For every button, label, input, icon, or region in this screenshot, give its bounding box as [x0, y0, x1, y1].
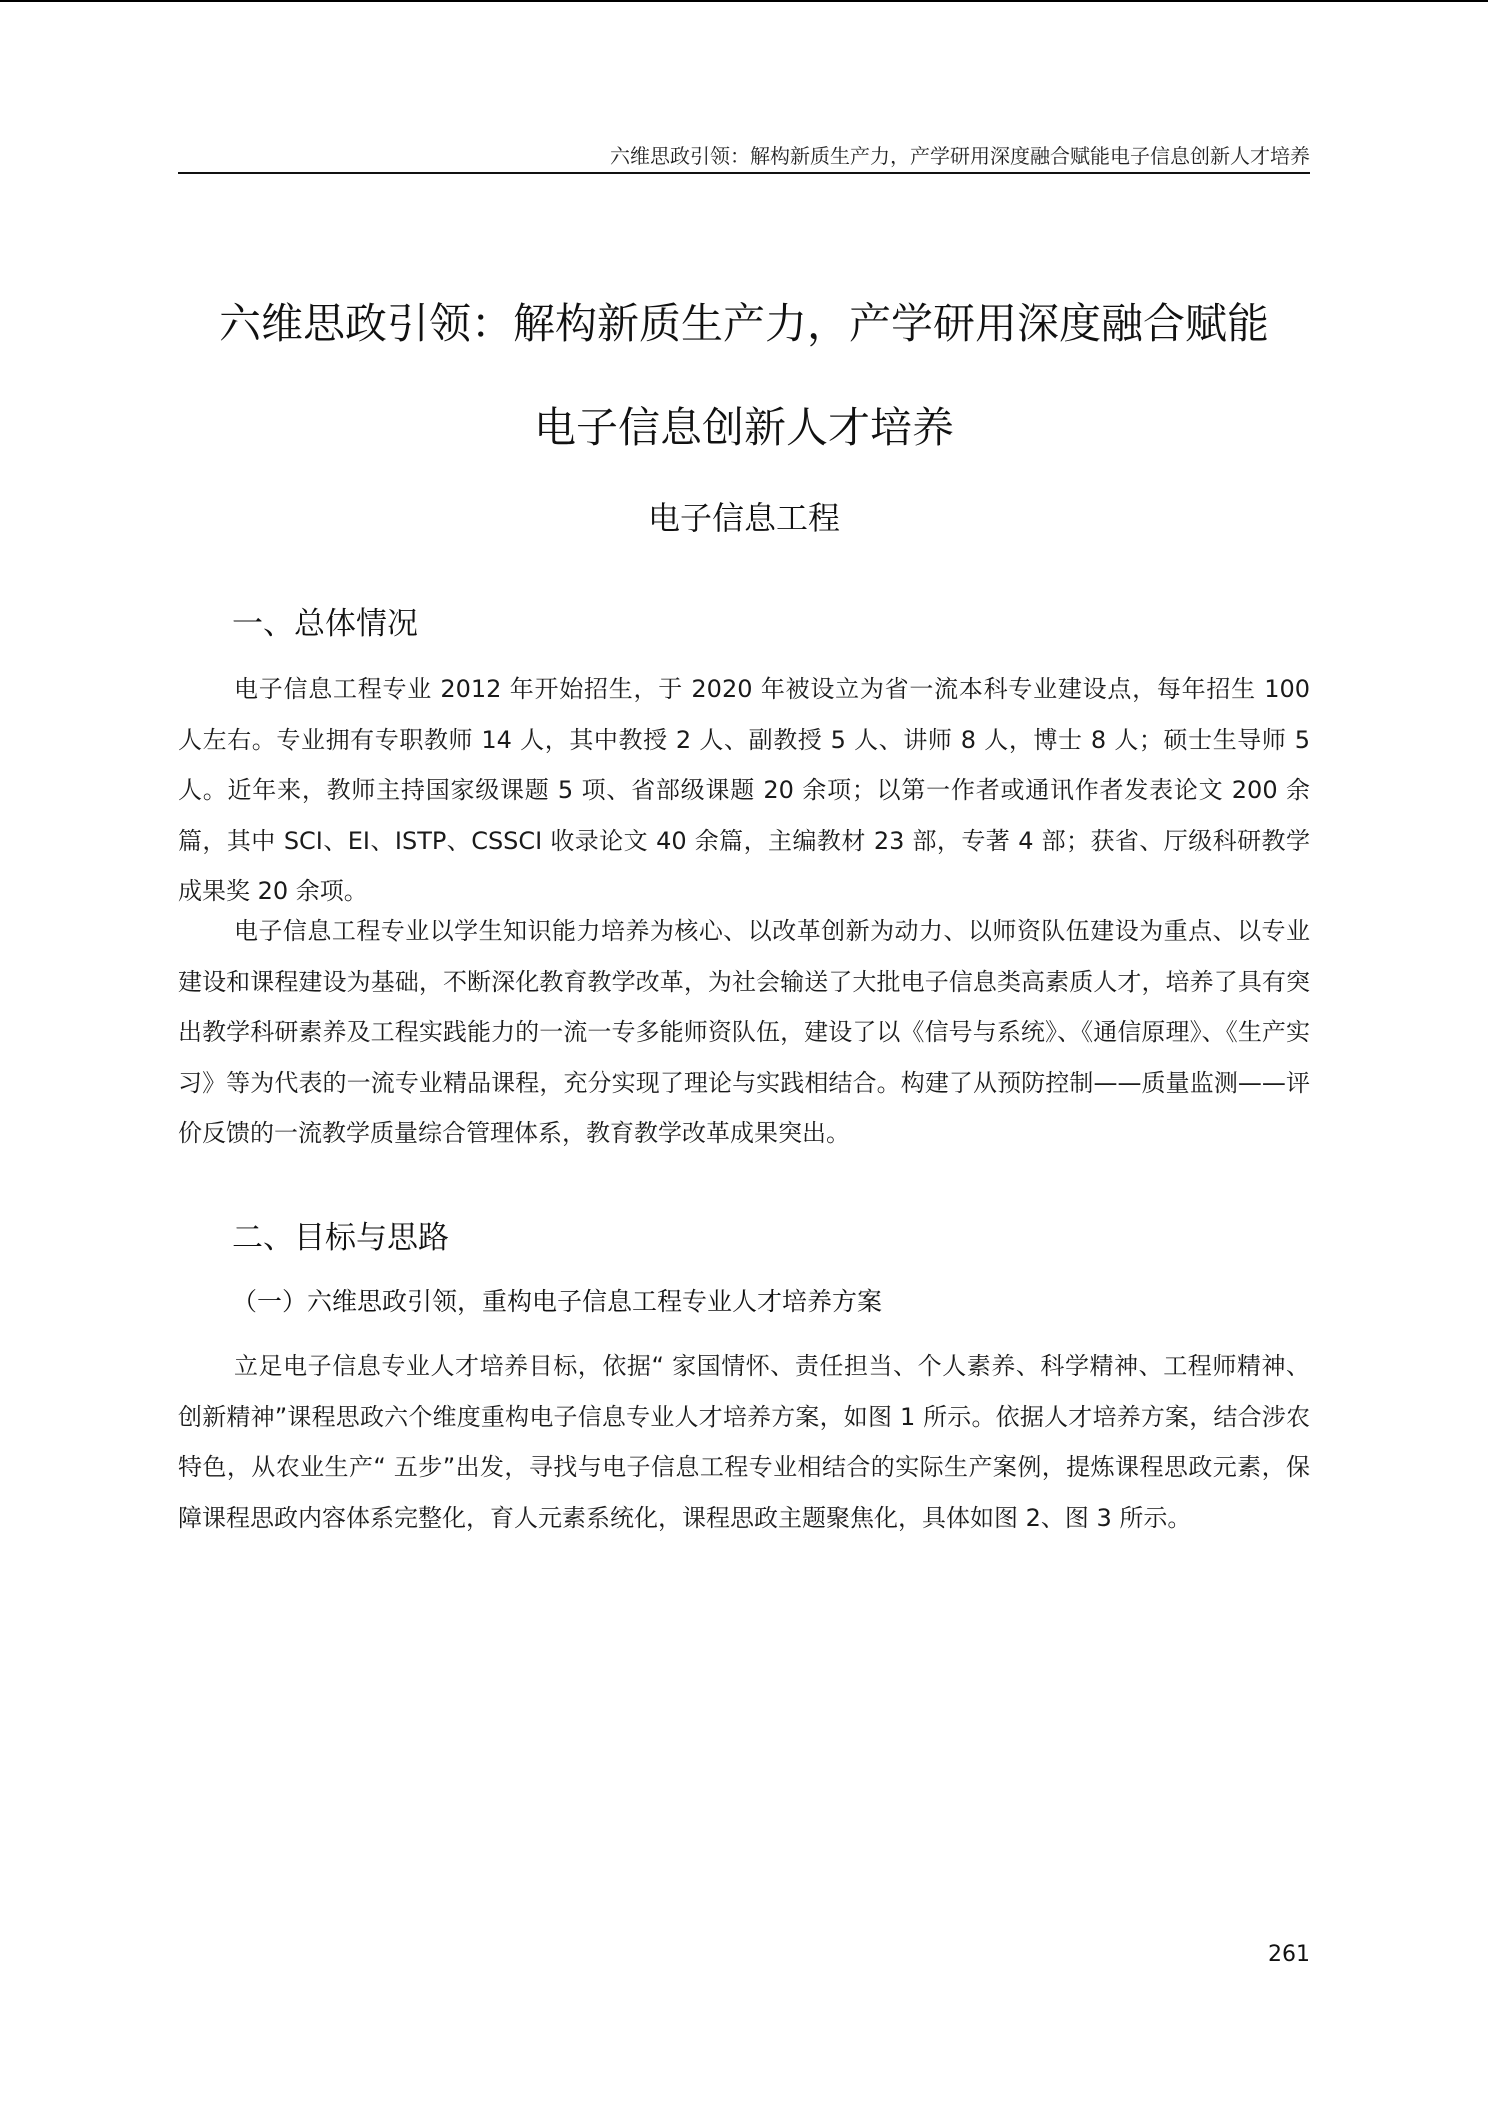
- goals-paragraph-1: 立足电子信息专业人才培养目标，依据“ 家国情怀、责任担当、个人素养、科学精神、工程师精神、创新精神”课程思政六个维度重构电子信息专业人才培养方案，如图 1 所示。依据人才培养方案，结合涉农特色，从农业生产“ 五步”出发，寻找与电子信息工程专业相结合的实际生产案例，提炼课程思政元素，保障课程思政内容体系完整化，育人元素系统化，课程思政主题聚焦化，具体如图 2、图 3 所示。: [178, 1352, 1310, 1532]
- overview-paragraph-1: 电子信息工程专业 2012 年开始招生，于 2020 年被设立为省一流本科专业建设点，每年招生 100 人左右。专业拥有专职教师 14 人，其中教授 2 人、副教授 5 人、讲师 8 人，博士 8 人；硕士生导师 5 人。近年来，教师主持国家级课题 5 项、省部级课题 20 余项；以第一作者或通讯作者发表论文 200 余篇，其中 SCI、EI、ISTP、CSSCI 收录论文 40 余篇，主编教材 23 部，专著 4 部；获省、厅级科研教学成果奖 20 余项。: [178, 675, 1310, 905]
- overview-paragraph-2: 电子信息工程专业以学生知识能力培养为核心、以改革创新为动力、以师资队伍建设为重点、以专业建设和课程建设为基础，不断深化教育教学改革，为社会输送了大批电子信息类高素质人才，培养了具有突出教学科研素养及工程实践能力的一流一专多能师资队伍，建设了以《信号与系统》、《通信原理》、《生产实习》等为代表的一流专业精品课程，充分实现了理论与实践相结合。构建了从预防控制——质量监测——评价反馈的一流教学质量综合管理体系，教育教学改革成果突出。: [178, 917, 1310, 1147]
- page-number: 261: [1268, 1942, 1310, 1967]
- subsection-heading-goals-1: （一）六维思政引领，重构电子信息工程专业人才培养方案: [232, 1287, 883, 1316]
- article-title-line-1: 六维思政引领：解构新质生产力，产学研用深度融合赋能: [218, 299, 1269, 348]
- page-top-border: [0, 0, 1488, 2]
- article-title-line-2: 电子信息创新人才培养: [533, 403, 954, 452]
- article-subtitle: 电子信息工程: [647, 499, 840, 537]
- section-heading-goals: 二、目标与思路: [232, 1220, 449, 1256]
- running-header: 六维思政引领：解构新质生产力，产学研用深度融合赋能电子信息创新人才培养: [610, 144, 1310, 168]
- section-heading-overview: 一、总体情况: [232, 606, 418, 642]
- header-rule: [178, 172, 1310, 174]
